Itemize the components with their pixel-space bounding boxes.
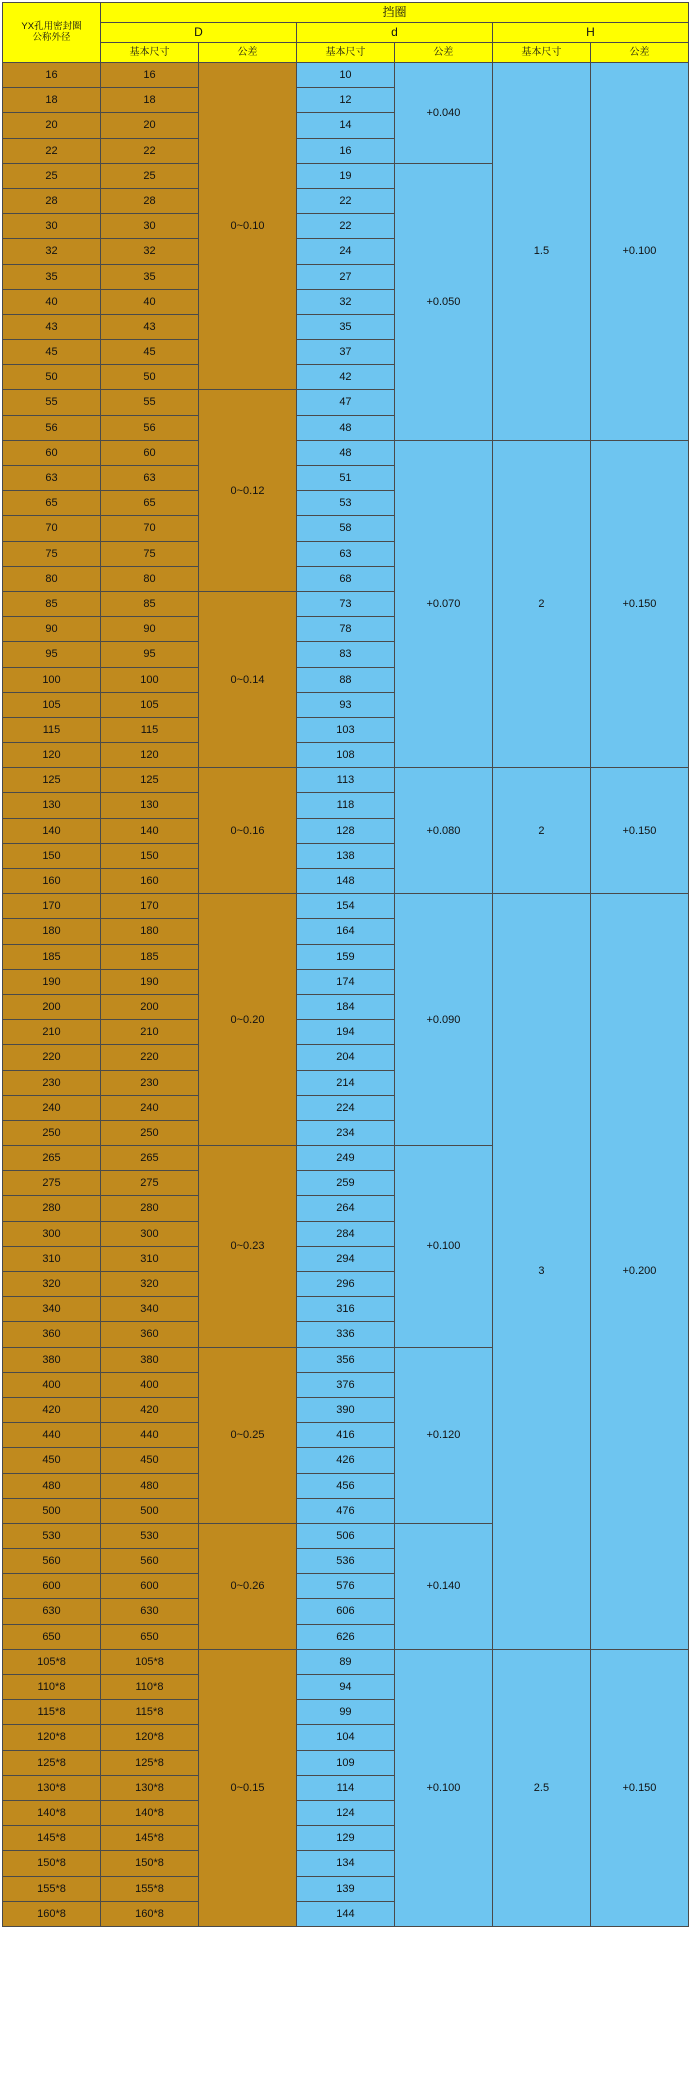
cell-D-base: 560 xyxy=(100,1549,198,1574)
cell-d-base: 224 xyxy=(296,1095,394,1120)
cell-nominal-outer-diameter: 650 xyxy=(3,1624,101,1649)
cell-d-base: 376 xyxy=(296,1372,394,1397)
cell-nominal-outer-diameter: 30 xyxy=(3,214,101,239)
cell-D-base: 55 xyxy=(100,390,198,415)
cell-d-base: 576 xyxy=(296,1574,394,1599)
cell-nominal-outer-diameter: 300 xyxy=(3,1221,101,1246)
cell-D-base: 340 xyxy=(100,1297,198,1322)
cell-D-base: 20 xyxy=(100,113,198,138)
cell-d-base: 73 xyxy=(296,591,394,616)
cell-d-base: 626 xyxy=(296,1624,394,1649)
cell-D-base: 210 xyxy=(100,1020,198,1045)
cell-D-tolerance: 0~0.23 xyxy=(198,1146,296,1348)
cell-D-base: 480 xyxy=(100,1473,198,1498)
cell-d-tolerance: +0.070 xyxy=(394,440,492,767)
cell-d-base: 88 xyxy=(296,667,394,692)
cell-d-base: 12 xyxy=(296,88,394,113)
cell-nominal-outer-diameter: 120 xyxy=(3,743,101,768)
cell-d-tolerance: +0.040 xyxy=(394,63,492,164)
cell-D-base: 80 xyxy=(100,566,198,591)
cell-D-base: 450 xyxy=(100,1448,198,1473)
cell-D-base: 440 xyxy=(100,1423,198,1448)
cell-D-base: 380 xyxy=(100,1347,198,1372)
cell-D-base: 130*8 xyxy=(100,1775,198,1800)
cell-nominal-outer-diameter: 250 xyxy=(3,1120,101,1145)
cell-nominal-outer-diameter: 190 xyxy=(3,969,101,994)
cell-nominal-outer-diameter: 110*8 xyxy=(3,1675,101,1700)
cell-D-tolerance: 0~0.20 xyxy=(198,894,296,1146)
cell-d-base: 47 xyxy=(296,390,394,415)
table-title: 挡圈 xyxy=(100,3,688,23)
cell-D-tolerance: 0~0.25 xyxy=(198,1347,296,1523)
cell-d-base: 204 xyxy=(296,1045,394,1070)
cell-D-base: 60 xyxy=(100,440,198,465)
cell-nominal-outer-diameter: 105*8 xyxy=(3,1649,101,1674)
cell-D-base: 170 xyxy=(100,894,198,919)
cell-nominal-outer-diameter: 275 xyxy=(3,1171,101,1196)
cell-nominal-outer-diameter: 120*8 xyxy=(3,1725,101,1750)
cell-d-base: 124 xyxy=(296,1800,394,1825)
cell-D-base: 30 xyxy=(100,214,198,239)
corner-line-1: YX孔用密封圈 xyxy=(21,21,82,33)
cell-d-base: 10 xyxy=(296,63,394,88)
subheader-d-tol: 公差 xyxy=(394,43,492,63)
cell-H-tolerance: +0.150 xyxy=(590,440,688,767)
cell-D-base: 18 xyxy=(100,88,198,113)
cell-d-base: 138 xyxy=(296,843,394,868)
cell-D-base: 300 xyxy=(100,1221,198,1246)
cell-D-base: 70 xyxy=(100,516,198,541)
cell-d-base: 35 xyxy=(296,314,394,339)
cell-nominal-outer-diameter: 18 xyxy=(3,88,101,113)
subheader-H-base: 基本尺寸 xyxy=(492,43,590,63)
cell-D-base: 190 xyxy=(100,969,198,994)
cell-nominal-outer-diameter: 280 xyxy=(3,1196,101,1221)
cell-d-base: 390 xyxy=(296,1397,394,1422)
cell-D-tolerance: 0~0.16 xyxy=(198,768,296,894)
cell-d-base: 37 xyxy=(296,340,394,365)
cell-D-base: 22 xyxy=(100,138,198,163)
table-row xyxy=(3,1649,689,1674)
cell-d-base: 93 xyxy=(296,692,394,717)
cell-nominal-outer-diameter: 140*8 xyxy=(3,1800,101,1825)
cell-D-base: 56 xyxy=(100,415,198,440)
cell-D-base: 150*8 xyxy=(100,1851,198,1876)
cell-nominal-outer-diameter: 75 xyxy=(3,541,101,566)
cell-d-base: 606 xyxy=(296,1599,394,1624)
cell-d-base: 113 xyxy=(296,768,394,793)
cell-d-base: 103 xyxy=(296,717,394,742)
cell-d-base: 336 xyxy=(296,1322,394,1347)
cell-D-base: 50 xyxy=(100,365,198,390)
cell-d-tolerance: +0.080 xyxy=(394,768,492,894)
cell-nominal-outer-diameter: 380 xyxy=(3,1347,101,1372)
cell-d-base: 159 xyxy=(296,944,394,969)
cell-D-base: 115*8 xyxy=(100,1700,198,1725)
cell-D-base: 120*8 xyxy=(100,1725,198,1750)
cell-nominal-outer-diameter: 155*8 xyxy=(3,1876,101,1901)
cell-d-base: 144 xyxy=(296,1901,394,1926)
cell-D-base: 500 xyxy=(100,1498,198,1523)
table-body xyxy=(3,63,689,1927)
cell-nominal-outer-diameter: 55 xyxy=(3,390,101,415)
table-row xyxy=(3,440,689,465)
cell-nominal-outer-diameter: 28 xyxy=(3,188,101,213)
cell-D-tolerance: 0~0.26 xyxy=(198,1523,296,1649)
cell-nominal-outer-diameter: 85 xyxy=(3,591,101,616)
cell-D-base: 185 xyxy=(100,944,198,969)
cell-d-tolerance: +0.100 xyxy=(394,1649,492,1926)
cell-H-base: 2.5 xyxy=(492,1649,590,1926)
cell-d-base: 48 xyxy=(296,440,394,465)
group-header-D: D xyxy=(100,23,296,43)
cell-d-base: 48 xyxy=(296,415,394,440)
cell-D-base: 320 xyxy=(100,1272,198,1297)
cell-H-tolerance: +0.100 xyxy=(590,63,688,441)
cell-D-base: 130 xyxy=(100,793,198,818)
cell-D-base: 35 xyxy=(100,264,198,289)
cell-d-base: 294 xyxy=(296,1246,394,1271)
cell-nominal-outer-diameter: 45 xyxy=(3,340,101,365)
cell-nominal-outer-diameter: 480 xyxy=(3,1473,101,1498)
cell-d-base: 14 xyxy=(296,113,394,138)
table-row xyxy=(3,894,689,919)
cell-nominal-outer-diameter: 35 xyxy=(3,264,101,289)
cell-D-base: 43 xyxy=(100,314,198,339)
header-row-title xyxy=(3,3,689,23)
cell-nominal-outer-diameter: 230 xyxy=(3,1070,101,1095)
cell-D-base: 32 xyxy=(100,239,198,264)
cell-D-base: 220 xyxy=(100,1045,198,1070)
cell-D-base: 105*8 xyxy=(100,1649,198,1674)
cell-nominal-outer-diameter: 310 xyxy=(3,1246,101,1271)
cell-d-base: 78 xyxy=(296,617,394,642)
cell-D-base: 530 xyxy=(100,1523,198,1548)
cell-D-base: 265 xyxy=(100,1146,198,1171)
cell-d-base: 114 xyxy=(296,1775,394,1800)
cell-d-base: 63 xyxy=(296,541,394,566)
cell-D-base: 150 xyxy=(100,843,198,868)
cell-d-base: 118 xyxy=(296,793,394,818)
cell-nominal-outer-diameter: 240 xyxy=(3,1095,101,1120)
cell-nominal-outer-diameter: 145*8 xyxy=(3,1826,101,1851)
cell-d-base: 104 xyxy=(296,1725,394,1750)
cell-D-base: 250 xyxy=(100,1120,198,1145)
cell-d-base: 154 xyxy=(296,894,394,919)
cell-d-base: 356 xyxy=(296,1347,394,1372)
cell-nominal-outer-diameter: 80 xyxy=(3,566,101,591)
cell-D-base: 140 xyxy=(100,818,198,843)
subheader-D-tol: 公差 xyxy=(198,43,296,63)
cell-D-base: 45 xyxy=(100,340,198,365)
cell-nominal-outer-diameter: 170 xyxy=(3,894,101,919)
cell-nominal-outer-diameter: 100 xyxy=(3,667,101,692)
cell-H-base: 3 xyxy=(492,894,590,1650)
cell-D-base: 85 xyxy=(100,591,198,616)
cell-D-tolerance: 0~0.15 xyxy=(198,1649,296,1926)
cell-D-base: 140*8 xyxy=(100,1800,198,1825)
cell-d-base: 134 xyxy=(296,1851,394,1876)
cell-D-base: 115 xyxy=(100,717,198,742)
cell-nominal-outer-diameter: 56 xyxy=(3,415,101,440)
corner-label xyxy=(3,3,101,63)
cell-nominal-outer-diameter: 105 xyxy=(3,692,101,717)
cell-D-tolerance: 0~0.10 xyxy=(198,63,296,390)
cell-d-base: 148 xyxy=(296,869,394,894)
cell-D-base: 420 xyxy=(100,1397,198,1422)
cell-d-base: 51 xyxy=(296,466,394,491)
cell-d-base: 536 xyxy=(296,1549,394,1574)
cell-D-base: 95 xyxy=(100,642,198,667)
cell-D-base: 275 xyxy=(100,1171,198,1196)
cell-D-base: 40 xyxy=(100,289,198,314)
cell-d-base: 94 xyxy=(296,1675,394,1700)
cell-d-base: 108 xyxy=(296,743,394,768)
cell-D-base: 75 xyxy=(100,541,198,566)
cell-nominal-outer-diameter: 150 xyxy=(3,843,101,868)
cell-D-base: 63 xyxy=(100,466,198,491)
cell-nominal-outer-diameter: 50 xyxy=(3,365,101,390)
cell-d-base: 214 xyxy=(296,1070,394,1095)
cell-D-base: 200 xyxy=(100,994,198,1019)
cell-D-base: 310 xyxy=(100,1246,198,1271)
cell-D-base: 600 xyxy=(100,1574,198,1599)
cell-D-base: 90 xyxy=(100,617,198,642)
cell-d-base: 456 xyxy=(296,1473,394,1498)
cell-nominal-outer-diameter: 360 xyxy=(3,1322,101,1347)
cell-nominal-outer-diameter: 32 xyxy=(3,239,101,264)
cell-nominal-outer-diameter: 115 xyxy=(3,717,101,742)
cell-D-base: 360 xyxy=(100,1322,198,1347)
cell-D-base: 240 xyxy=(100,1095,198,1120)
cell-nominal-outer-diameter: 340 xyxy=(3,1297,101,1322)
cell-H-base: 2 xyxy=(492,768,590,894)
cell-nominal-outer-diameter: 420 xyxy=(3,1397,101,1422)
cell-D-base: 230 xyxy=(100,1070,198,1095)
cell-d-tolerance: +0.090 xyxy=(394,894,492,1146)
cell-d-base: 99 xyxy=(296,1700,394,1725)
cell-D-base: 180 xyxy=(100,919,198,944)
cell-d-base: 506 xyxy=(296,1523,394,1548)
cell-D-base: 650 xyxy=(100,1624,198,1649)
cell-nominal-outer-diameter: 22 xyxy=(3,138,101,163)
cell-nominal-outer-diameter: 20 xyxy=(3,113,101,138)
cell-nominal-outer-diameter: 60 xyxy=(3,440,101,465)
cell-d-tolerance: +0.140 xyxy=(394,1523,492,1649)
cell-d-base: 58 xyxy=(296,516,394,541)
cell-d-base: 296 xyxy=(296,1272,394,1297)
cell-nominal-outer-diameter: 63 xyxy=(3,466,101,491)
cell-nominal-outer-diameter: 200 xyxy=(3,994,101,1019)
cell-nominal-outer-diameter: 115*8 xyxy=(3,1700,101,1725)
cell-nominal-outer-diameter: 16 xyxy=(3,63,101,88)
cell-d-tolerance: +0.120 xyxy=(394,1347,492,1523)
cell-nominal-outer-diameter: 530 xyxy=(3,1523,101,1548)
cell-nominal-outer-diameter: 450 xyxy=(3,1448,101,1473)
cell-nominal-outer-diameter: 70 xyxy=(3,516,101,541)
cell-nominal-outer-diameter: 440 xyxy=(3,1423,101,1448)
cell-d-base: 68 xyxy=(296,566,394,591)
cell-d-base: 264 xyxy=(296,1196,394,1221)
cell-d-base: 284 xyxy=(296,1221,394,1246)
cell-H-tolerance: +0.150 xyxy=(590,1649,688,1926)
cell-D-tolerance: 0~0.12 xyxy=(198,390,296,592)
cell-D-base: 100 xyxy=(100,667,198,692)
cell-nominal-outer-diameter: 210 xyxy=(3,1020,101,1045)
cell-nominal-outer-diameter: 150*8 xyxy=(3,1851,101,1876)
cell-D-base: 160*8 xyxy=(100,1901,198,1926)
group-header-d: d xyxy=(296,23,492,43)
cell-d-base: 316 xyxy=(296,1297,394,1322)
subheader-D-base: 基本尺寸 xyxy=(100,43,198,63)
cell-D-base: 16 xyxy=(100,63,198,88)
cell-d-base: 426 xyxy=(296,1448,394,1473)
cell-nominal-outer-diameter: 65 xyxy=(3,491,101,516)
cell-D-base: 25 xyxy=(100,163,198,188)
cell-nominal-outer-diameter: 500 xyxy=(3,1498,101,1523)
cell-d-base: 476 xyxy=(296,1498,394,1523)
cell-nominal-outer-diameter: 130*8 xyxy=(3,1775,101,1800)
cell-D-base: 155*8 xyxy=(100,1876,198,1901)
cell-nominal-outer-diameter: 140 xyxy=(3,818,101,843)
header-row-groups xyxy=(3,23,689,43)
cell-H-tolerance: +0.150 xyxy=(590,768,688,894)
cell-d-base: 129 xyxy=(296,1826,394,1851)
cell-d-base: 164 xyxy=(296,919,394,944)
cell-nominal-outer-diameter: 160*8 xyxy=(3,1901,101,1926)
cell-D-tolerance: 0~0.14 xyxy=(198,591,296,767)
cell-D-base: 125*8 xyxy=(100,1750,198,1775)
table-row xyxy=(3,63,689,88)
cell-nominal-outer-diameter: 25 xyxy=(3,163,101,188)
cell-nominal-outer-diameter: 560 xyxy=(3,1549,101,1574)
cell-d-base: 42 xyxy=(296,365,394,390)
cell-H-base: 1.5 xyxy=(492,63,590,441)
cell-d-base: 24 xyxy=(296,239,394,264)
cell-d-base: 234 xyxy=(296,1120,394,1145)
cell-D-base: 160 xyxy=(100,869,198,894)
cell-nominal-outer-diameter: 180 xyxy=(3,919,101,944)
cell-D-base: 145*8 xyxy=(100,1826,198,1851)
cell-D-base: 105 xyxy=(100,692,198,717)
cell-d-base: 184 xyxy=(296,994,394,1019)
cell-H-tolerance: +0.200 xyxy=(590,894,688,1650)
cell-D-base: 630 xyxy=(100,1599,198,1624)
cell-nominal-outer-diameter: 220 xyxy=(3,1045,101,1070)
cell-D-base: 400 xyxy=(100,1372,198,1397)
cell-d-tolerance: +0.100 xyxy=(394,1146,492,1348)
corner-line-2: 公称外径 xyxy=(32,31,71,43)
cell-D-base: 65 xyxy=(100,491,198,516)
cell-nominal-outer-diameter: 630 xyxy=(3,1599,101,1624)
cell-d-base: 83 xyxy=(296,642,394,667)
cell-d-base: 53 xyxy=(296,491,394,516)
cell-d-base: 139 xyxy=(296,1876,394,1901)
cell-d-base: 22 xyxy=(296,188,394,213)
cell-H-base: 2 xyxy=(492,440,590,767)
cell-nominal-outer-diameter: 320 xyxy=(3,1272,101,1297)
cell-nominal-outer-diameter: 43 xyxy=(3,314,101,339)
cell-D-base: 125 xyxy=(100,768,198,793)
cell-D-base: 110*8 xyxy=(100,1675,198,1700)
cell-nominal-outer-diameter: 160 xyxy=(3,869,101,894)
cell-nominal-outer-diameter: 400 xyxy=(3,1372,101,1397)
cell-nominal-outer-diameter: 90 xyxy=(3,617,101,642)
cell-d-base: 174 xyxy=(296,969,394,994)
group-header-H: H xyxy=(492,23,688,43)
dimension-table xyxy=(2,2,689,1927)
cell-nominal-outer-diameter: 600 xyxy=(3,1574,101,1599)
cell-d-base: 259 xyxy=(296,1171,394,1196)
cell-d-base: 27 xyxy=(296,264,394,289)
subheader-d-base: 基本尺寸 xyxy=(296,43,394,63)
cell-nominal-outer-diameter: 185 xyxy=(3,944,101,969)
cell-D-base: 28 xyxy=(100,188,198,213)
cell-d-base: 249 xyxy=(296,1146,394,1171)
cell-d-base: 416 xyxy=(296,1423,394,1448)
cell-d-base: 194 xyxy=(296,1020,394,1045)
table-header xyxy=(3,3,689,63)
cell-d-base: 19 xyxy=(296,163,394,188)
cell-d-tolerance: +0.050 xyxy=(394,163,492,440)
cell-nominal-outer-diameter: 265 xyxy=(3,1146,101,1171)
cell-D-base: 120 xyxy=(100,743,198,768)
cell-d-base: 89 xyxy=(296,1649,394,1674)
cell-nominal-outer-diameter: 125*8 xyxy=(3,1750,101,1775)
cell-nominal-outer-diameter: 40 xyxy=(3,289,101,314)
cell-nominal-outer-diameter: 95 xyxy=(3,642,101,667)
cell-d-base: 109 xyxy=(296,1750,394,1775)
cell-d-base: 16 xyxy=(296,138,394,163)
cell-nominal-outer-diameter: 125 xyxy=(3,768,101,793)
table-row xyxy=(3,768,689,793)
cell-nominal-outer-diameter: 130 xyxy=(3,793,101,818)
cell-D-base: 280 xyxy=(100,1196,198,1221)
header-row-subheaders xyxy=(3,43,689,63)
cell-d-base: 128 xyxy=(296,818,394,843)
cell-d-base: 22 xyxy=(296,214,394,239)
subheader-H-tol: 公差 xyxy=(590,43,688,63)
cell-d-base: 32 xyxy=(296,289,394,314)
